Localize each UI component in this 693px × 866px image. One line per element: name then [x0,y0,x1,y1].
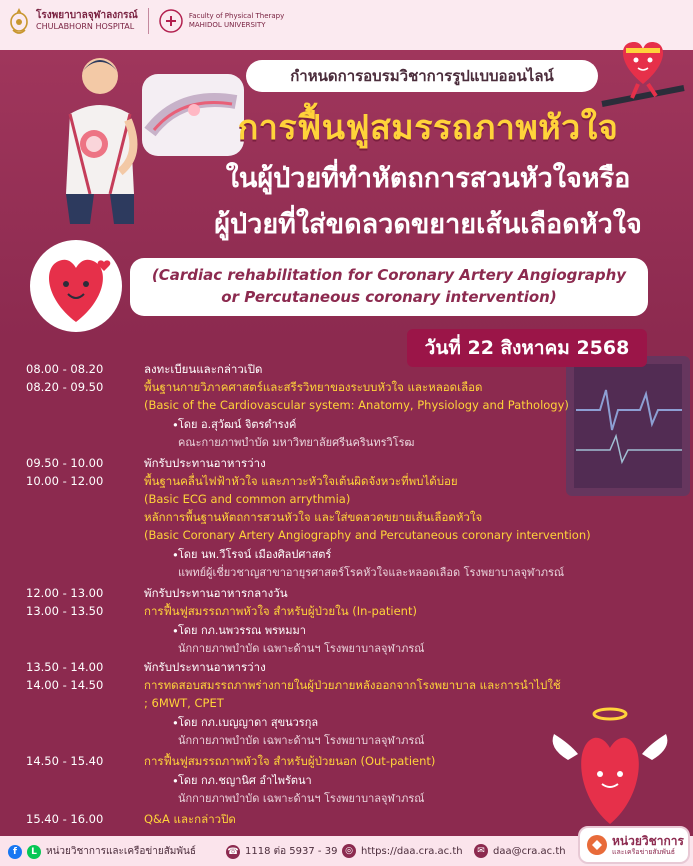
angel-heart-mascot-icon [548,704,668,834]
schedule-text: ลงทะเบียนและกล่าวเปิด [144,362,263,376]
speaker-name: โดย อ.สุวัฒน์ จิตรดำรงค์ [178,418,297,431]
footer-phone [226,844,337,859]
logo-divider [148,8,149,34]
line-icon[interactable]: L [27,845,41,859]
phone-icon: ☎ [227,846,239,857]
footer-social [8,844,196,859]
speaker-affiliation: นักกายภาพบำบัด เฉพาะด้านฯ โรงพยาบาลจุฬาภรณ์ [178,792,425,805]
schedule-text: พักรับประทานอาหารกลางวัน [144,586,288,600]
schedule-text: พักรับประทานอาหารว่าง [144,660,266,674]
schedule-time: 13.00 - 13.50 [26,604,104,618]
faculty-sub: MAHIDOL UNIVERSITY [188,21,266,29]
mail-icon: ✉ [474,844,488,858]
training-type-pill: กำหนดการอบรมวิชาการรูปแบบออนไลน์ [246,60,598,92]
schedule-time: 08.00 - 08.20 [26,362,104,376]
english-title-box [130,258,648,316]
speaker-name: โดย กภ.เบญญาดา สุขนวรกุล [178,716,319,729]
schedule-text: (Basic Coronary Artery Angiography and Percutaneous coronary intervention) [144,528,591,542]
bullet-icon: • [172,548,179,562]
schedule-time: 14.00 - 14.50 [26,678,104,692]
unit-title: หน่วยวิชาการ [612,833,684,848]
speaker-affiliation: นักกายภาพบำบัด เฉพาะด้านฯ โรงพยาบาลจุฬาภรณ์ [178,734,425,747]
facebook-icon[interactable]: f [8,845,22,859]
hospital-seal-icon [8,6,30,36]
hospital-name-en: CHULABHORN HOSPITAL [36,22,135,32]
unit-subtitle: และเครือข่ายสัมพันธ์ [612,848,675,856]
bullet-icon: • [172,418,179,432]
bullet-icon: • [172,624,179,638]
logos [8,6,284,36]
schedule-time: 12.00 - 13.00 [26,586,104,600]
globe-icon: ◎ [342,844,356,858]
subtitle-line-2: ผู้ป่วยที่ใส่ขดลวดขยายเส้นเลือดหัวใจ [214,209,642,240]
main-title: การฟื้นฟูสมรรถภาพหัวใจ [237,108,619,148]
faculty-name: Faculty of Physical Therapy [188,11,285,20]
hospital-name-th: โรงพยาบาลจุฬาลงกรณ์ [36,10,138,22]
speaker-name: โดย นพ.วีโรจน์ เมืองศิลปศาสตร์ [178,548,332,561]
schedule-text: การทดสอบสมรรถภาพร่างกายในผู้ป่วยภายหลังออกจากโรงพยาบาล และการนำไปใช้ [144,678,561,692]
english-title-line-1: (Cardiac rehabilitation for Coronary Artery Angiography [151,266,627,285]
schedule-time: 08.20 - 09.50 [26,380,104,394]
smiling-heart-mascot-icon [26,236,126,336]
schedule-text: (Basic ECG and common arrythmia) [144,492,351,506]
unit-logo-icon [586,834,608,856]
footer-email [474,844,566,858]
schedule-text: การฟื้นฟูสมรรถภาพหัวใจ สำหรับผู้ป่วยใน (In-patient) [144,604,417,618]
schedule-time: 13.50 - 14.00 [26,660,104,674]
man-chest-pain-illustration [30,44,140,224]
schedule-text: ; 6MWT, CPET [144,696,224,710]
schedule-time: 15.40 - 16.00 [26,812,104,826]
schedule-text: หลักการพื้นฐานหัตถการสวนหัวใจ และใส่ขดลวดขยายเส้นเลือดหัวใจ [144,510,483,524]
bullet-icon: • [172,716,179,730]
speaker-affiliation: คณะกายภาพบำบัด มหาวิทยาลัยศรีนครินทรวิโรฒ [178,436,415,449]
event-date-badge: วันที่ 22 สิงหาคม 2568 [407,329,647,367]
schedule-text: พักรับประทานอาหารว่าง [144,456,266,470]
speaker-affiliation: แพทย์ผู้เชี่ยวชาญสาขาอายุรศาสตร์โรคหัวใจและหลอดเลือด โรงพยาบาลจุฬาภรณ์ [178,566,565,579]
schedule-text: การฟื้นฟูสมรรถภาพหัวใจ สำหรับผู้ป่วยนอก (Out-patient) [144,754,436,768]
schedule-text: พื้นฐานคลื่นไฟฟ้าหัวใจ และภาวะหัวใจเต้นผิดจังหวะที่พบได้บ่อย [144,474,458,488]
schedule-time: 10.00 - 12.00 [26,474,104,488]
footer-org-name: หน่วยวิชาการและเครือข่ายสัมพันธ์ [46,846,196,857]
unit-logo [578,826,690,864]
schedule-text: พื้นฐานกายวิภาคศาสตร์และสรีรวิทยาของระบบหัวใจ และหลอดเลือด [144,380,483,394]
schedule-text: (Basic of the Cardiovascular system: Anatomy, Physiology and Pathology) [144,398,569,412]
subtitle-line-1: ในผู้ป่วยที่ทำหัตถการสวนหัวใจหรือ [225,163,631,194]
speaker-affiliation: นักกายภาพบำบัด เฉพาะด้านฯ โรงพยาบาลจุฬาภรณ์ [178,642,425,655]
speaker-name: โดย กภ.นพวรรณ พรหมมา [178,624,306,637]
schedule-time: 14.50 - 15.40 [26,754,104,768]
schedule-time: 09.50 - 10.00 [26,456,104,470]
footer-website [342,844,463,858]
footer-phone-number[interactable]: 1118 ต่อ 5937 - 39 [245,846,338,857]
bullet-icon: • [172,774,179,788]
english-title-line-2: or Percutaneous coronary intervention) [221,288,557,306]
speaker-name: โดย กภ.ชญานิศ อำไพรัตนา [178,774,312,787]
schedule-text: Q&A และกล่าวปิด [144,812,236,826]
faculty-logo-icon [159,9,183,33]
footer-website-link[interactable]: https://daa.cra.ac.th [361,845,463,857]
footer-email-link[interactable]: daa@cra.ac.th [493,845,566,857]
